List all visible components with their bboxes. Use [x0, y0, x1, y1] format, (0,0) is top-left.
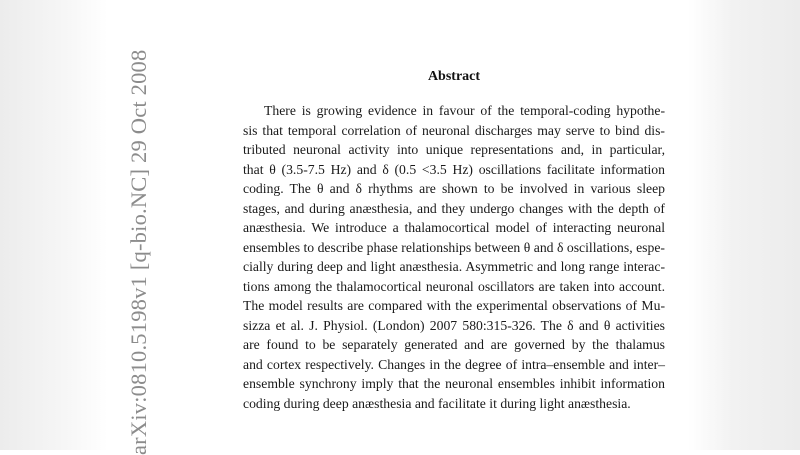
abstract-line: cially during deep and light anæsthesia. Asymmetric and long range interac- — [243, 259, 665, 274]
right-page-shadow — [688, 0, 800, 450]
abstract-line: coding. The θ and δ rhythms are shown to be involved in various sleep — [243, 181, 665, 196]
abstract-line: and cortex respectively. Changes in the degree of intra–ensemble and inter– — [243, 356, 665, 372]
left-page-shadow — [0, 0, 108, 450]
abstract-line: There is growing evidence in favour of the temporal-coding hypothe- — [264, 103, 665, 118]
arxiv-identifier-stamp: arXiv:0810.5198v1 [q-bio.NC] 29 Oct 2008 — [126, 49, 151, 455]
abstract-line: sis that temporal correlation of neuronal discharges may serve to bind dis- — [243, 122, 665, 138]
abstract-line: stages, and during anæsthesia, and they undergo changes with the depth of — [243, 200, 665, 216]
abstract-line: are found to be separately generated and are governed by the thalamus — [243, 337, 665, 352]
abstract-line: sizza et al. J. Physiol. (London) 2007 580:315-326. The δ and θ activities — [243, 317, 665, 333]
abstract-line: The model results are compared with the experimental observations of Mu- — [243, 298, 665, 313]
abstract-line: tributed neuronal activity into unique representations and, in particular, — [243, 142, 665, 157]
abstract-line: ensembles to describe phase relationships between θ and δ oscillations, espe- — [243, 239, 665, 255]
abstract-line: that θ (3.5-7.5 Hz) and δ (0.5 <3.5 Hz) oscillations facilitate information — [243, 161, 665, 177]
abstract-heading: Abstract — [427, 69, 481, 84]
abstract-body — [243, 101, 665, 413]
abstract-line: tions among the thalamocortical neuronal oscillators are taken into account. — [243, 278, 665, 294]
abstract-line: coding during deep anæsthesia and facilitate it during light anæsthesia. — [243, 395, 631, 411]
abstract-line: ensemble synchrony imply that the neuronal ensembles inhibit information — [243, 376, 665, 391]
abstract-line: anæsthesia. We introduce a thalamocortical model of interacting neuronal — [243, 220, 665, 235]
